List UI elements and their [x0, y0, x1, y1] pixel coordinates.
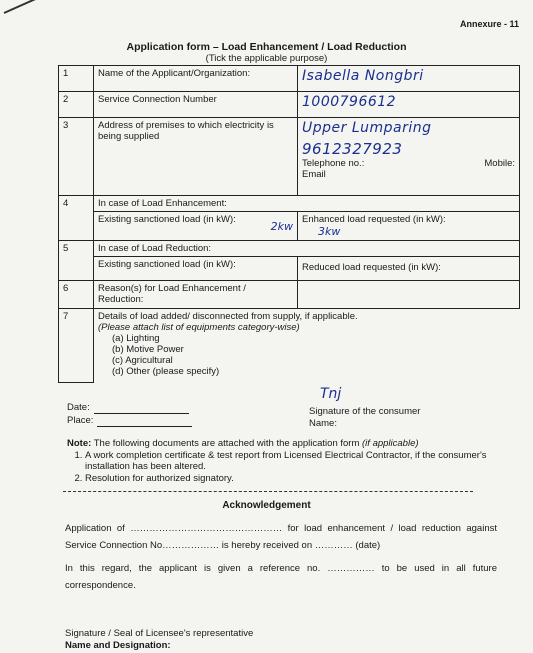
field-note: (Please attach list of equipments category-wise) [98, 322, 300, 333]
row-number: 3 [59, 118, 94, 196]
acknowledgement-title: Acknowledgement [222, 500, 311, 511]
field-label: Address of premises to which electricity is being supplied [94, 118, 298, 196]
table-row [59, 92, 520, 118]
list-item: (b) Motive Power [112, 344, 184, 355]
field-label: Reason(s) for Load Enhancement / Reduction: [94, 281, 298, 309]
cut-line [63, 491, 473, 492]
name-designation-label: Name and Designation: [65, 640, 171, 651]
table-row [59, 212, 520, 241]
row-number: 1 [59, 66, 94, 92]
table-row [59, 241, 520, 257]
list-item: 2. Resolution for authorized signatory. [85, 473, 507, 485]
address-field[interactable] [298, 118, 520, 196]
reason-field[interactable] [298, 281, 520, 309]
service-connection-value: 1000796612 [302, 94, 397, 110]
form-title: Application form – Load Enhancement / Load Reduction [126, 41, 407, 53]
row-number: 2 [59, 92, 94, 118]
field-label: Reduced load requested (in kW): [302, 262, 441, 273]
licensee-signature-label: Signature / Seal of Licensee's representative [65, 628, 254, 639]
signature-block [309, 390, 420, 430]
reduced-load-field[interactable] [298, 257, 520, 281]
existing-load-field[interactable] [94, 212, 298, 241]
licensee-signature-block [65, 628, 253, 652]
table-row [59, 196, 520, 212]
table-row [59, 257, 520, 281]
table-row [59, 118, 520, 196]
field-label: Details of load added/ disconnected from supply, if applicable. [98, 311, 358, 322]
table-row [59, 309, 520, 383]
signature-label: Signature of the consumer [309, 406, 421, 417]
ack-paragraph: In this regard, the applicant is given a reference no. …………… to be used in all future correspondence. [65, 563, 497, 591]
enhanced-load-field[interactable] [298, 212, 520, 241]
service-connection-field[interactable] [298, 92, 520, 118]
existing-load-field[interactable]: Existing sanctioned load (in kW): [94, 257, 298, 281]
list-item: (c) Agricultural [112, 355, 173, 366]
row-number: 6 [59, 281, 94, 309]
form-subtitle: (Tick the applicable purpose) [205, 53, 328, 64]
applicant-name-field[interactable] [298, 66, 520, 92]
field-label: Existing sanctioned load (in kW): [98, 214, 236, 225]
consumer-signature: Tnj [320, 386, 342, 402]
acknowledgement-body [65, 520, 497, 594]
address-value: Upper Lumparing [302, 120, 432, 136]
field-label: Enhanced load requested (in kW): [302, 214, 446, 225]
list-item: (a) Lighting [112, 333, 160, 344]
form-table [58, 65, 520, 383]
telephone-label: Telephone no.: [302, 158, 365, 169]
section-heading: In case of Load Reduction: [94, 241, 520, 257]
row-number: 5 [59, 241, 94, 281]
pen-mark [4, 0, 43, 14]
table-row [59, 66, 520, 92]
ack-paragraph: Application of ………………………………………… for load enhancement / load reduction against Service Connection No……………… is hereby received on ………… (date) [65, 523, 497, 551]
email-label: Email [302, 169, 326, 180]
place-label: Place: [67, 415, 94, 426]
field-label: Service Connection Number [94, 92, 298, 118]
field-label: Name of the Applicant/Organization: [94, 66, 298, 92]
document-list [85, 450, 507, 485]
note-section [67, 438, 507, 484]
date-place-block [67, 401, 192, 427]
annexure-label: Annexure - 11 [459, 19, 519, 29]
section-heading: In case of Load Enhancement: [94, 196, 520, 212]
row-number: 4 [59, 196, 94, 241]
note-lead: Note: [67, 438, 92, 449]
date-label: Date: [67, 402, 90, 413]
note-text-italic: (if applicable) [362, 438, 419, 449]
name-label: Name: [309, 418, 337, 429]
table-row [59, 281, 520, 309]
enhanced-load-value: 3kw [318, 225, 341, 238]
list-item: 1. A work completion certificate & test report from Licensed Electrical Contractor, if the consumer's installation has been altered. [85, 450, 507, 473]
row-number: 7 [59, 309, 94, 383]
load-category-list [112, 333, 516, 377]
phone-value: 9612327923 [302, 140, 403, 158]
note-text: The following documents are attached with the application form [93, 438, 360, 449]
place-line[interactable] [97, 426, 192, 427]
applicant-name-value: Isabella Nongbri [302, 68, 424, 84]
existing-load-value: 2kw [270, 220, 293, 233]
mobile-label: Mobile: [484, 158, 515, 169]
load-details-field[interactable] [94, 309, 520, 383]
list-item: (d) Other (please specify) [112, 366, 220, 377]
